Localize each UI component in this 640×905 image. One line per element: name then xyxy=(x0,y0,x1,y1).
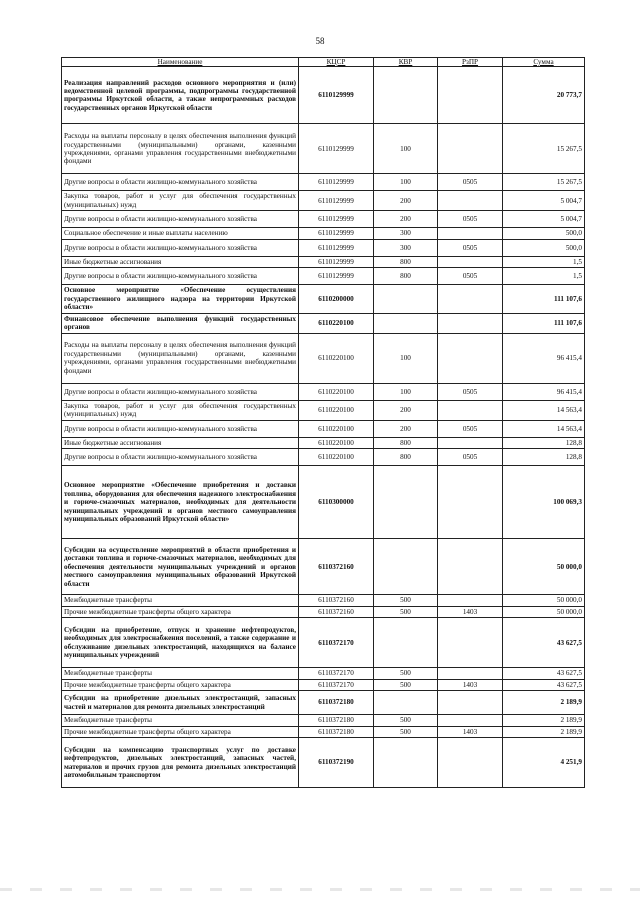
row-rzpr-cell xyxy=(438,313,503,333)
row-sum-cell: 4 251,9 xyxy=(503,738,585,788)
table-row xyxy=(62,124,585,174)
row-rzpr-cell xyxy=(438,124,503,174)
header-kvr: КВР xyxy=(374,58,438,67)
row-sum-cell: 5 004,7 xyxy=(503,211,585,228)
row-rzpr-cell xyxy=(438,400,503,420)
row-name-cell: Иные бюджетные ассигнования xyxy=(62,437,299,448)
table-row xyxy=(62,668,585,679)
row-kcsr-cell: 6110220100 xyxy=(299,400,374,420)
row-sum-cell: 5 004,7 xyxy=(503,191,585,211)
row-kvr-cell: 200 xyxy=(374,211,438,228)
row-kvr-cell: 100 xyxy=(374,124,438,174)
header-rzpr: РзПР xyxy=(438,58,503,67)
table-body xyxy=(62,67,585,788)
row-name-cell: Финансовое обеспечение выполнения функций государственных органов xyxy=(62,313,299,333)
table-row xyxy=(62,268,585,285)
row-name-cell: Расходы на выплаты персоналу в целях обеспечения выполнения функций государственными (муниципальными) органами, казенными учреждениями, органами управления государственными внебюджетными фондами xyxy=(62,124,299,174)
row-kcsr-cell: 6110372180 xyxy=(299,715,374,726)
table-row xyxy=(62,679,585,690)
table-row xyxy=(62,191,585,211)
row-kvr-cell: 100 xyxy=(374,383,438,400)
table-row xyxy=(62,715,585,726)
row-kvr-cell: 200 xyxy=(374,191,438,211)
table-row xyxy=(62,466,585,539)
row-rzpr-cell: 0505 xyxy=(438,211,503,228)
row-rzpr-cell xyxy=(438,618,503,668)
table-row xyxy=(62,313,585,333)
page-number: 58 xyxy=(315,36,325,46)
row-rzpr-cell xyxy=(438,437,503,448)
row-kvr-cell xyxy=(374,313,438,333)
row-kcsr-cell: 6110372180 xyxy=(299,726,374,737)
row-name-cell: Другие вопросы в области жилищно-коммунального хозяйства xyxy=(62,420,299,437)
row-kvr-cell: 300 xyxy=(374,239,438,256)
row-name-cell: Другие вопросы в области жилищно-коммунального хозяйства xyxy=(62,239,299,256)
header-sum: Сумма xyxy=(503,58,585,67)
row-kvr-cell xyxy=(374,285,438,313)
row-sum-cell: 2 189,9 xyxy=(503,726,585,737)
row-rzpr-cell xyxy=(438,191,503,211)
row-kcsr-cell: 6110220100 xyxy=(299,449,374,466)
row-name-cell: Основное мероприятие «Обеспечение приобретения и доставки топлива, оборудования для обеспечения надежного электроснабжения и горюче-смазочных материалов, необходимых для деятельности муниципальных учреждений и органов местного самоуправления муниципальных образований Иркутской области» xyxy=(62,466,299,539)
row-rzpr-cell xyxy=(438,67,503,124)
row-sum-cell: 96 415,4 xyxy=(503,333,585,383)
row-kvr-cell: 500 xyxy=(374,715,438,726)
row-sum-cell: 100 069,3 xyxy=(503,466,585,539)
row-kvr-cell xyxy=(374,539,438,595)
row-name-cell: Другие вопросы в области жилищно-коммунального хозяйства xyxy=(62,174,299,191)
table-row xyxy=(62,595,585,606)
row-rzpr-cell: 0505 xyxy=(438,449,503,466)
row-kvr-cell: 500 xyxy=(374,726,438,737)
row-name-cell: Межбюджетные трансферты xyxy=(62,715,299,726)
row-name-cell: Реализация направлений расходов основного мероприятия и (или) ведомственной целевой программы, подпрограммы государственной программы Иркутской области, а также непрограммных расходов государственных органов Иркутской области xyxy=(62,67,299,124)
table-row xyxy=(62,618,585,668)
row-rzpr-cell xyxy=(438,668,503,679)
row-sum-cell: 1,5 xyxy=(503,256,585,267)
row-name-cell: Закупка товаров, работ и услуг для обеспечения государственных (муниципальных) нужд xyxy=(62,191,299,211)
row-kvr-cell: 100 xyxy=(374,174,438,191)
row-name-cell: Основное мероприятие «Обеспечение осуществления государственного жилищного надзора на территории Иркутской области» xyxy=(62,285,299,313)
row-name-cell: Межбюджетные трансферты xyxy=(62,668,299,679)
row-kcsr-cell: 6110200000 xyxy=(299,285,374,313)
table-row xyxy=(62,539,585,595)
row-kcsr-cell: 6110129999 xyxy=(299,191,374,211)
table-row xyxy=(62,228,585,239)
table-row xyxy=(62,420,585,437)
row-name-cell: Межбюджетные трансферты xyxy=(62,595,299,606)
table-row xyxy=(62,256,585,267)
row-kcsr-cell: 6110129999 xyxy=(299,124,374,174)
row-kcsr-cell: 6110372160 xyxy=(299,539,374,595)
row-rzpr-cell xyxy=(438,285,503,313)
row-kvr-cell: 800 xyxy=(374,268,438,285)
row-rzpr-cell: 0505 xyxy=(438,383,503,400)
row-rzpr-cell xyxy=(438,228,503,239)
row-name-cell: Иные бюджетные ассигнования xyxy=(62,256,299,267)
row-kcsr-cell: 6110129999 xyxy=(299,228,374,239)
row-sum-cell: 500,0 xyxy=(503,239,585,256)
row-sum-cell: 20 773,7 xyxy=(503,67,585,124)
table-row xyxy=(62,285,585,313)
table-row xyxy=(62,211,585,228)
row-kcsr-cell: 6110372160 xyxy=(299,606,374,617)
row-name-cell: Социальное обеспечение и иные выплаты населению xyxy=(62,228,299,239)
row-kvr-cell: 500 xyxy=(374,606,438,617)
row-name-cell: Другие вопросы в области жилищно-коммунального хозяйства xyxy=(62,211,299,228)
table-row xyxy=(62,606,585,617)
row-rzpr-cell xyxy=(438,466,503,539)
row-name-cell: Закупка товаров, работ и услуг для обеспечения государственных (муниципальных) нужд xyxy=(62,400,299,420)
row-kcsr-cell: 6110220100 xyxy=(299,437,374,448)
row-rzpr-cell: 1403 xyxy=(438,726,503,737)
row-rzpr-cell: 0505 xyxy=(438,174,503,191)
row-kvr-cell: 800 xyxy=(374,256,438,267)
row-sum-cell: 15 267,5 xyxy=(503,174,585,191)
row-kvr-cell: 100 xyxy=(374,333,438,383)
row-kcsr-cell: 6110372170 xyxy=(299,679,374,690)
row-kvr-cell: 300 xyxy=(374,228,438,239)
row-sum-cell: 43 627,5 xyxy=(503,679,585,690)
row-kcsr-cell: 6110300000 xyxy=(299,466,374,539)
row-sum-cell: 2 189,9 xyxy=(503,691,585,715)
row-kcsr-cell: 6110220100 xyxy=(299,333,374,383)
row-rzpr-cell: 0505 xyxy=(438,268,503,285)
row-sum-cell: 1,5 xyxy=(503,268,585,285)
row-name-cell: Субсидии на компенсацию транспортных услуг по доставке нефтепродуктов, дизельных электростанций, запасных частей, материалов и прочих грузов для ремонта дизельных электростанций автомобильным транспортом xyxy=(62,738,299,788)
row-kcsr-cell: 6110220100 xyxy=(299,383,374,400)
table-row xyxy=(62,738,585,788)
row-name-cell: Прочие межбюджетные трансферты общего характера xyxy=(62,679,299,690)
row-sum-cell: 111 107,6 xyxy=(503,313,585,333)
row-rzpr-cell: 0505 xyxy=(438,420,503,437)
row-sum-cell: 50 000,0 xyxy=(503,595,585,606)
row-name-cell: Субсидии на осуществление мероприятий в области приобретения и доставки топлива и горюче-смазочных материалов, необходимых для обеспечения деятельности муниципальных учреждений и органов местного самоуправления муниципальных образований Иркутской области xyxy=(62,539,299,595)
row-rzpr-cell xyxy=(438,691,503,715)
row-name-cell: Прочие межбюджетные трансферты общего характера xyxy=(62,606,299,617)
row-kcsr-cell: 6110372180 xyxy=(299,691,374,715)
row-name-cell: Прочие межбюджетные трансферты общего характера xyxy=(62,726,299,737)
table-row xyxy=(62,449,585,466)
table-row xyxy=(62,239,585,256)
row-kcsr-cell: 6110372170 xyxy=(299,668,374,679)
row-rzpr-cell xyxy=(438,333,503,383)
row-sum-cell: 14 563,4 xyxy=(503,420,585,437)
row-sum-cell: 128,8 xyxy=(503,437,585,448)
row-kcsr-cell: 6110220100 xyxy=(299,420,374,437)
row-rzpr-cell xyxy=(438,539,503,595)
table-row xyxy=(62,437,585,448)
scan-edge-artifact xyxy=(0,888,640,891)
table-header-row xyxy=(62,58,585,67)
row-sum-cell: 128,8 xyxy=(503,449,585,466)
row-rzpr-cell xyxy=(438,738,503,788)
table-row xyxy=(62,333,585,383)
row-sum-cell: 43 627,5 xyxy=(503,618,585,668)
table-row xyxy=(62,383,585,400)
row-sum-cell: 96 415,4 xyxy=(503,383,585,400)
row-kcsr-cell: 6110372190 xyxy=(299,738,374,788)
row-sum-cell: 43 627,5 xyxy=(503,668,585,679)
row-kvr-cell: 800 xyxy=(374,437,438,448)
table-row xyxy=(62,400,585,420)
row-kvr-cell: 800 xyxy=(374,449,438,466)
row-name-cell: Другие вопросы в области жилищно-коммунального хозяйства xyxy=(62,268,299,285)
table-row xyxy=(62,691,585,715)
row-kcsr-cell: 6110129999 xyxy=(299,211,374,228)
row-kcsr-cell: 6110129999 xyxy=(299,256,374,267)
row-rzpr-cell xyxy=(438,595,503,606)
row-sum-cell: 14 563,4 xyxy=(503,400,585,420)
header-name: Наименование xyxy=(62,58,299,67)
row-kvr-cell xyxy=(374,738,438,788)
row-kcsr-cell: 6110372160 xyxy=(299,595,374,606)
row-rzpr-cell: 0505 xyxy=(438,239,503,256)
row-kvr-cell xyxy=(374,466,438,539)
row-rzpr-cell: 1403 xyxy=(438,606,503,617)
row-sum-cell: 50 000,0 xyxy=(503,539,585,595)
row-sum-cell: 500,0 xyxy=(503,228,585,239)
row-name-cell: Другие вопросы в области жилищно-коммунального хозяйства xyxy=(62,449,299,466)
table-row xyxy=(62,726,585,737)
row-kvr-cell: 500 xyxy=(374,679,438,690)
table-row xyxy=(62,174,585,191)
row-kvr-cell: 200 xyxy=(374,400,438,420)
row-kcsr-cell: 6110220100 xyxy=(299,313,374,333)
row-sum-cell: 50 000,0 xyxy=(503,606,585,617)
row-sum-cell: 111 107,6 xyxy=(503,285,585,313)
row-rzpr-cell xyxy=(438,715,503,726)
row-sum-cell: 2 189,9 xyxy=(503,715,585,726)
row-kvr-cell xyxy=(374,618,438,668)
row-rzpr-cell: 1403 xyxy=(438,679,503,690)
row-kvr-cell: 500 xyxy=(374,595,438,606)
row-kcsr-cell: 6110129999 xyxy=(299,268,374,285)
row-kcsr-cell: 6110372170 xyxy=(299,618,374,668)
row-rzpr-cell xyxy=(438,256,503,267)
row-name-cell: Субсидии на приобретение, отпуск и хранение нефтепродуктов, необходимых для электроснабжения поселений, а также содержание и обслуживание дизельных электростанций, находящихся на балансе муниципальных учреждений xyxy=(62,618,299,668)
row-name-cell: Другие вопросы в области жилищно-коммунального хозяйства xyxy=(62,383,299,400)
row-name-cell: Расходы на выплаты персоналу в целях обеспечения выполнения функций государственными (муниципальными) органами, казенными учреждениями, органами управления государственными внебюджетными фондами xyxy=(62,333,299,383)
row-kvr-cell xyxy=(374,691,438,715)
row-kcsr-cell: 6110129999 xyxy=(299,174,374,191)
row-kvr-cell: 200 xyxy=(374,420,438,437)
budget-table xyxy=(61,57,585,788)
table-row xyxy=(62,67,585,124)
row-sum-cell: 15 267,5 xyxy=(503,124,585,174)
row-kcsr-cell: 6110129999 xyxy=(299,239,374,256)
header-kcsr: КЦСР xyxy=(299,58,374,67)
row-name-cell: Субсидии на приобретение дизельных электростанций, запасных частей и материалов для ремонта дизельных электростанций xyxy=(62,691,299,715)
row-kcsr-cell: 6110129999 xyxy=(299,67,374,124)
row-kvr-cell: 500 xyxy=(374,668,438,679)
row-kvr-cell xyxy=(374,67,438,124)
